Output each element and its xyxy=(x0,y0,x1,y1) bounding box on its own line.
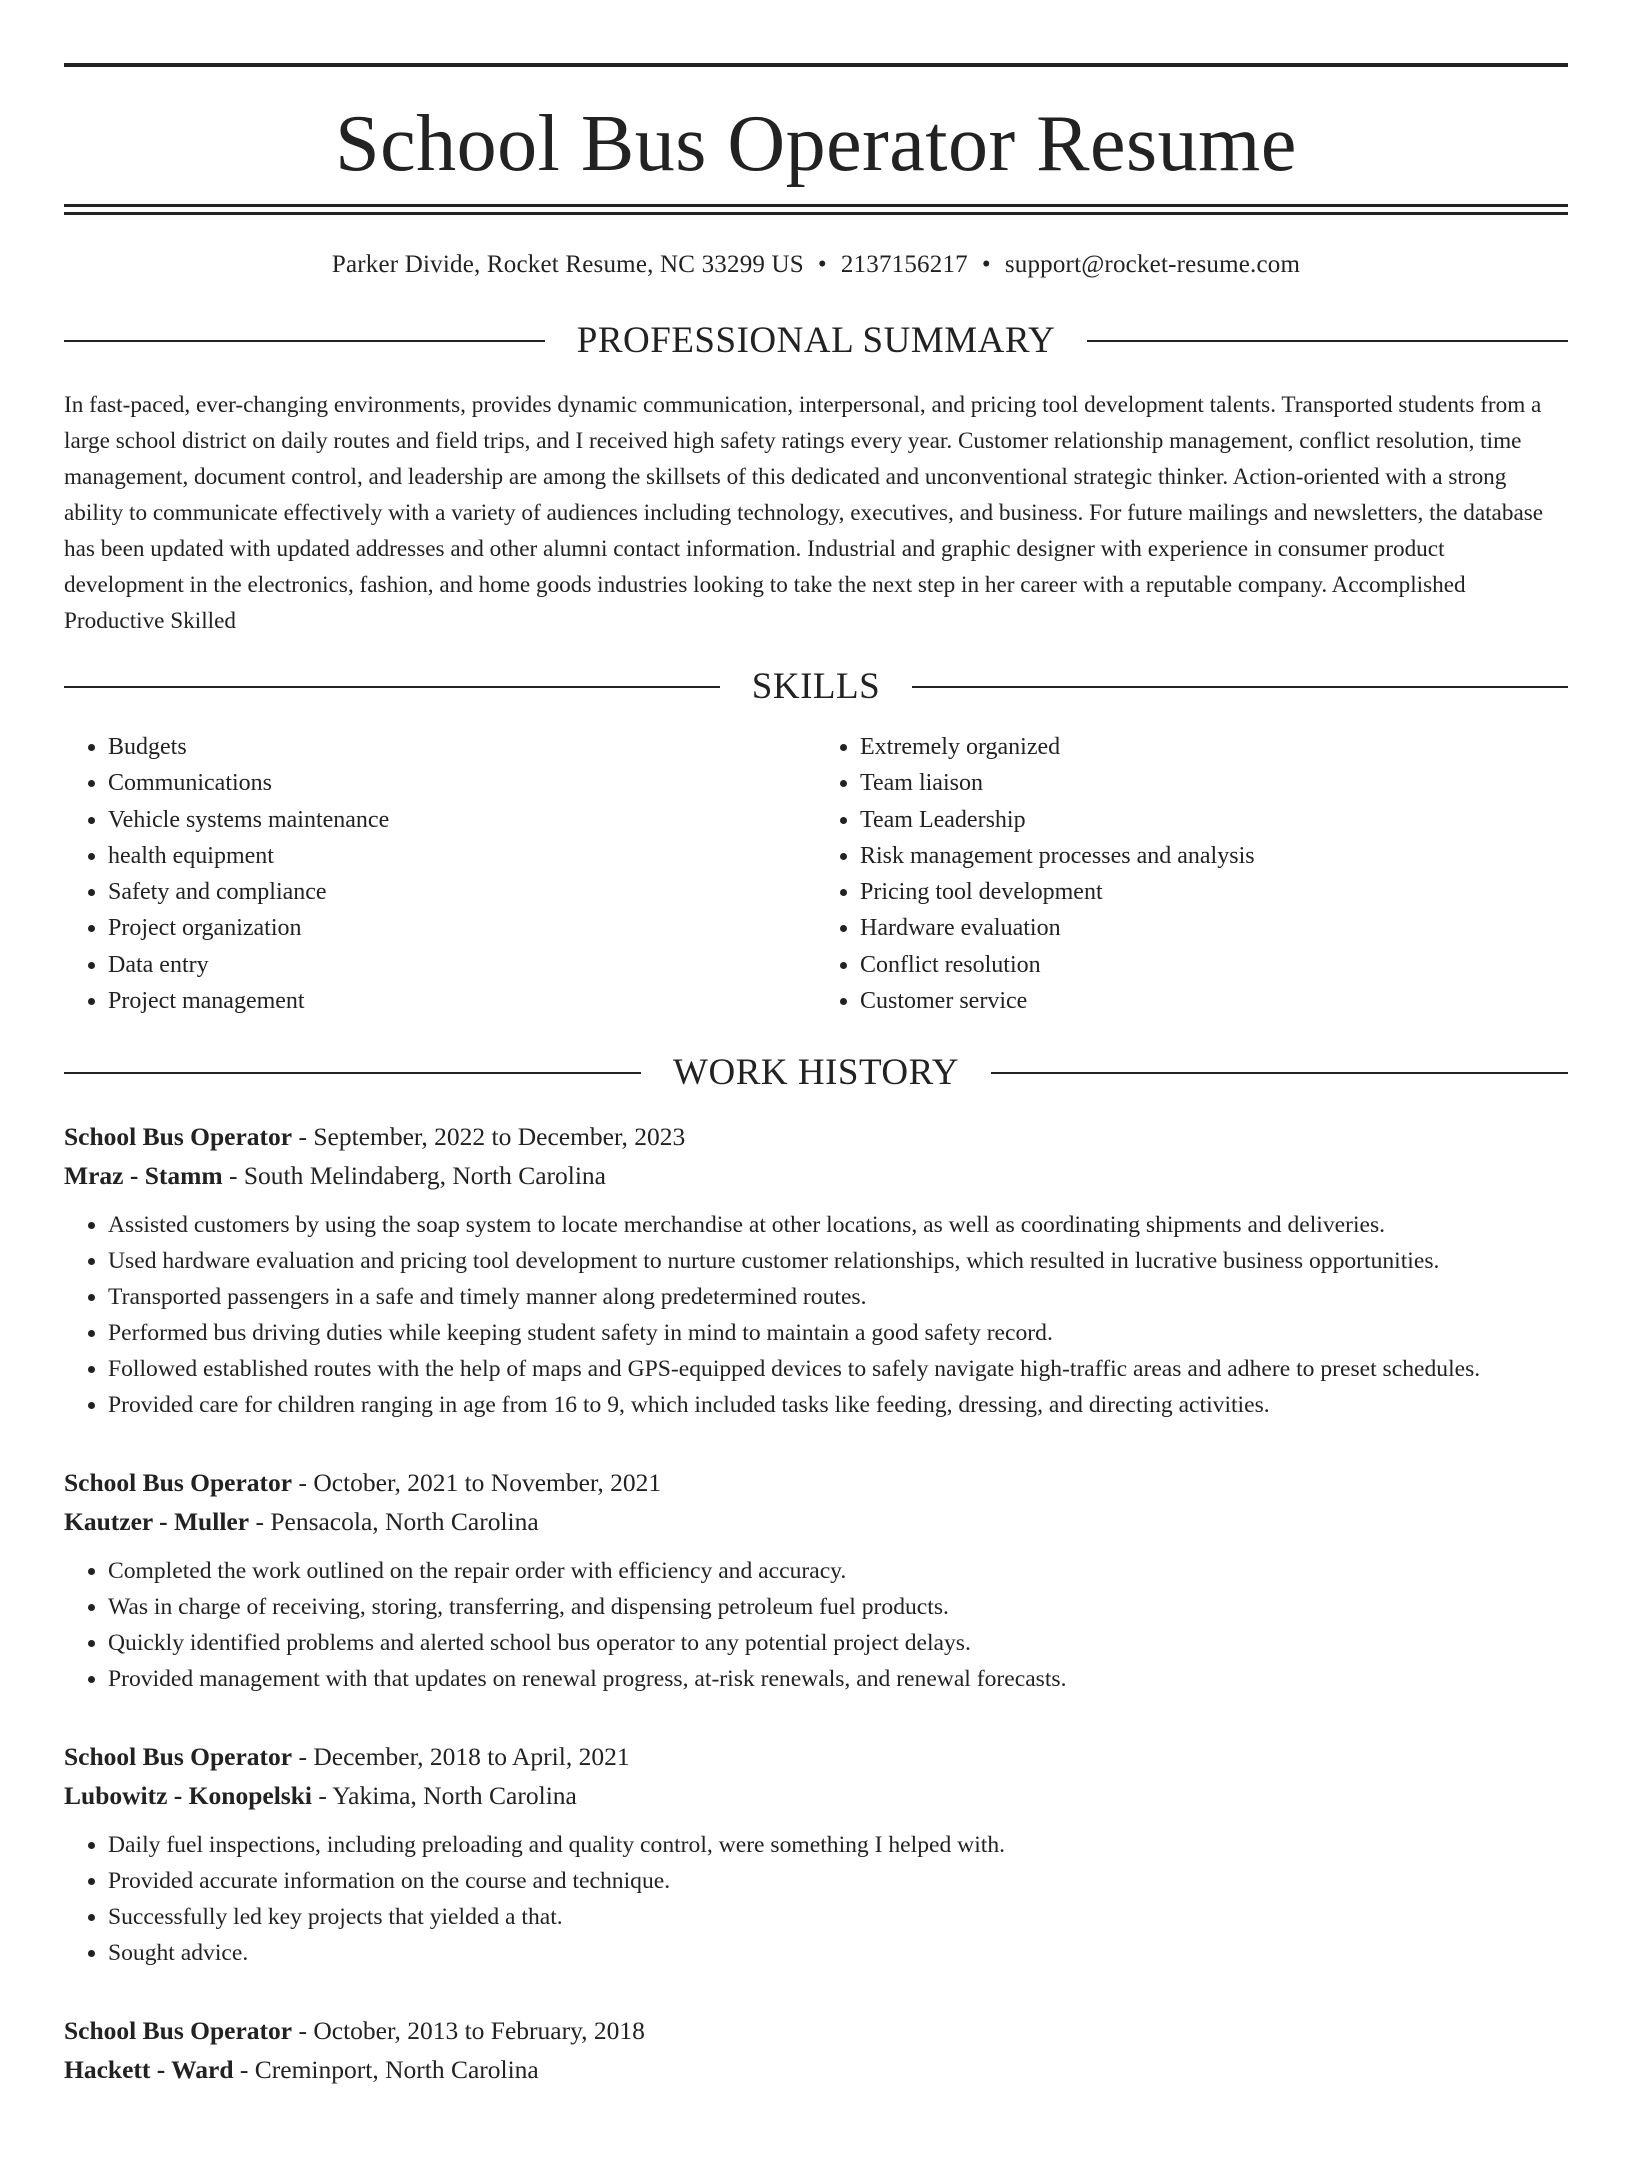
contact-separator: • xyxy=(817,251,827,278)
job-bullet: • Transported passengers in a safe and timely manner along predetermined routes. xyxy=(108,1279,1568,1315)
skill-item: • Risk management processes and analysis xyxy=(860,838,1568,874)
job-bullet: • Provided management with that updates on renewal progress, at-risk renewals, and renewal forecasts. xyxy=(108,1661,1568,1697)
section-rule-left xyxy=(64,1072,641,1074)
skill-item: • Pricing tool development xyxy=(860,874,1568,910)
job-company-line xyxy=(64,1156,1568,1195)
job-bullet: • Assisted customers by using the soap system to locate merchandise at other locations, as well as coordinating shipments and deliveries. xyxy=(108,1207,1568,1243)
skills-list-right xyxy=(816,729,1568,1019)
skill-item: • Hardware evaluation xyxy=(860,910,1568,946)
skill-item: • Communications xyxy=(108,765,816,801)
job-bullets xyxy=(64,1207,1568,1423)
job-title-line xyxy=(64,1117,1568,1156)
section-rule-right xyxy=(1087,340,1568,342)
job-dash: - xyxy=(292,1742,314,1772)
skills-heading: SKILLS xyxy=(751,666,881,707)
job-company-line xyxy=(64,1776,1568,1815)
job-dates: October, 2013 to February, 2018 xyxy=(313,2016,645,2046)
skill-item: • Project management xyxy=(108,983,816,1019)
job-company: Kautzer - Muller xyxy=(64,1507,250,1537)
skill-item: • Extremely organized xyxy=(860,729,1568,765)
job-entry xyxy=(64,1117,1568,1423)
job-bullet: • Performed bus driving duties while keeping student safety in mind to maintain a good safety record. xyxy=(108,1315,1568,1351)
skill-item: • Vehicle systems maintenance xyxy=(108,802,816,838)
job-dates: October, 2021 to November, 2021 xyxy=(313,1468,662,1498)
job-bullet: • Completed the work outlined on the repair order with efficiency and accuracy. xyxy=(108,1553,1568,1589)
job-title-line xyxy=(64,1737,1568,1776)
work-history-list xyxy=(64,1117,1568,2089)
skill-item: • health equipment xyxy=(108,838,816,874)
job-entry xyxy=(64,1737,1568,1971)
skill-item: • Data entry xyxy=(108,947,816,983)
job-dash: - xyxy=(292,1122,314,1152)
job-bullet: • Sought advice. xyxy=(108,1935,1568,1971)
job-title-line xyxy=(64,2011,1568,2050)
contact-separator: • xyxy=(981,251,991,278)
job-bullet: • Followed established routes with the help of maps and GPS-equipped devices to safely navigate high-traffic areas and adhere to preset schedules. xyxy=(108,1351,1568,1387)
job-bullets xyxy=(64,1553,1568,1697)
section-rule-left xyxy=(64,340,545,342)
contact-phone: 2137156217 xyxy=(840,251,968,278)
section-rule-right xyxy=(912,686,1568,688)
job-dash: - xyxy=(249,1507,271,1537)
top-rule xyxy=(64,63,1568,67)
job-title: School Bus Operator xyxy=(64,1122,293,1152)
job-bullets xyxy=(64,1827,1568,1971)
job-company: Mraz - Stamm xyxy=(64,1161,223,1191)
contact-line xyxy=(64,249,1568,281)
section-rule-left xyxy=(64,686,720,688)
job-dash: - xyxy=(311,1781,333,1811)
summary-text: In fast-paced, ever-changing environments, provides dynamic communication, interpersonal, and pricing tool development talents. Transported students from a large school district on daily routes and field trips, and I received high safety ratings every year. Customer relationship management, conflict resolution, time management, document control, and leadership are among the skillsets of this dedicated and unconventional strategic thinker. Action-oriented with a strong ability to communicate effectively with a variety of audiences including technology, executives, and business. For future mailings and newsletters, the database has been updated with updated addresses and other alumni contact information. Industrial and graphic designer with experience in consumer product development in the electronics, fashion, and home goods industries looking to take the next step in her career with a reputable company. Accomplished Productive Skilled xyxy=(64,392,1544,634)
job-title: School Bus Operator xyxy=(64,2016,293,2046)
contact-email: support@rocket-resume.com xyxy=(1004,251,1301,278)
skills-section-header xyxy=(64,665,1568,709)
summary-section-header xyxy=(64,319,1568,363)
job-dates: September, 2022 to December, 2023 xyxy=(313,1122,686,1152)
skill-item: • Team Leadership xyxy=(860,802,1568,838)
contact-address: Parker Divide, Rocket Resume, NC 33299 US xyxy=(331,251,804,278)
skill-item: • Customer service xyxy=(860,983,1568,1019)
job-location: Yakima, North Carolina xyxy=(332,1781,577,1811)
skill-item: • Safety and compliance xyxy=(108,874,816,910)
title-double-rule xyxy=(64,204,1568,215)
job-bullet: • Daily fuel inspections, including preloading and quality control, were something I helped with. xyxy=(108,1827,1568,1863)
job-location: Pensacola, North Carolina xyxy=(270,1507,539,1537)
job-bullet: • Was in charge of receiving, storing, transferring, and dispensing petroleum fuel products. xyxy=(108,1589,1568,1625)
job-company: Lubowitz - Konopelski xyxy=(64,1781,312,1811)
page-title: School Bus Operator Resume xyxy=(335,100,1297,188)
job-bullet: • Used hardware evaluation and pricing tool development to nurture customer relationships, which resulted in lucrative business opportunities. xyxy=(108,1243,1568,1279)
work-heading: WORK HISTORY xyxy=(673,1052,959,1094)
job-entry xyxy=(64,2011,1568,2089)
job-title: School Bus Operator xyxy=(64,1468,293,1498)
job-dash: - xyxy=(292,1468,314,1498)
job-company-line xyxy=(64,1502,1568,1541)
job-bullet: • Provided care for children ranging in age from 16 to 9, which included tasks like feeding, dressing, and directing activities. xyxy=(108,1387,1568,1423)
section-rule-right xyxy=(991,1072,1568,1074)
job-bullet: • Successfully led key projects that yielded a that. xyxy=(108,1899,1568,1935)
resume-page xyxy=(0,63,1632,2175)
job-bullet: • Quickly identified problems and alerted school bus operator to any potential project delays. xyxy=(108,1625,1568,1661)
job-dash: - xyxy=(222,1161,244,1191)
skill-item: • Project organization xyxy=(108,910,816,946)
skills-columns xyxy=(64,729,1568,1019)
skill-item: • Conflict resolution xyxy=(860,947,1568,983)
skill-item: • Team liaison xyxy=(860,765,1568,801)
job-dates: December, 2018 to April, 2021 xyxy=(313,1742,630,1772)
job-company-line xyxy=(64,2050,1568,2089)
skill-item: • Budgets xyxy=(108,729,816,765)
job-location: South Melindaberg, North Carolina xyxy=(243,1161,607,1191)
skills-list-left xyxy=(64,729,816,1019)
job-dash: - xyxy=(292,2016,314,2046)
job-title-line xyxy=(64,1463,1568,1502)
job-location: Creminport, North Carolina xyxy=(254,2055,539,2085)
job-company: Hackett - Ward xyxy=(64,2055,234,2085)
job-dash: - xyxy=(233,2055,255,2085)
job-entry xyxy=(64,1463,1568,1697)
job-title: School Bus Operator xyxy=(64,1742,293,1772)
summary-heading: PROFESSIONAL SUMMARY xyxy=(576,320,1056,361)
job-bullet: • Provided accurate information on the course and technique. xyxy=(108,1863,1568,1899)
work-section-header xyxy=(64,1051,1568,1095)
